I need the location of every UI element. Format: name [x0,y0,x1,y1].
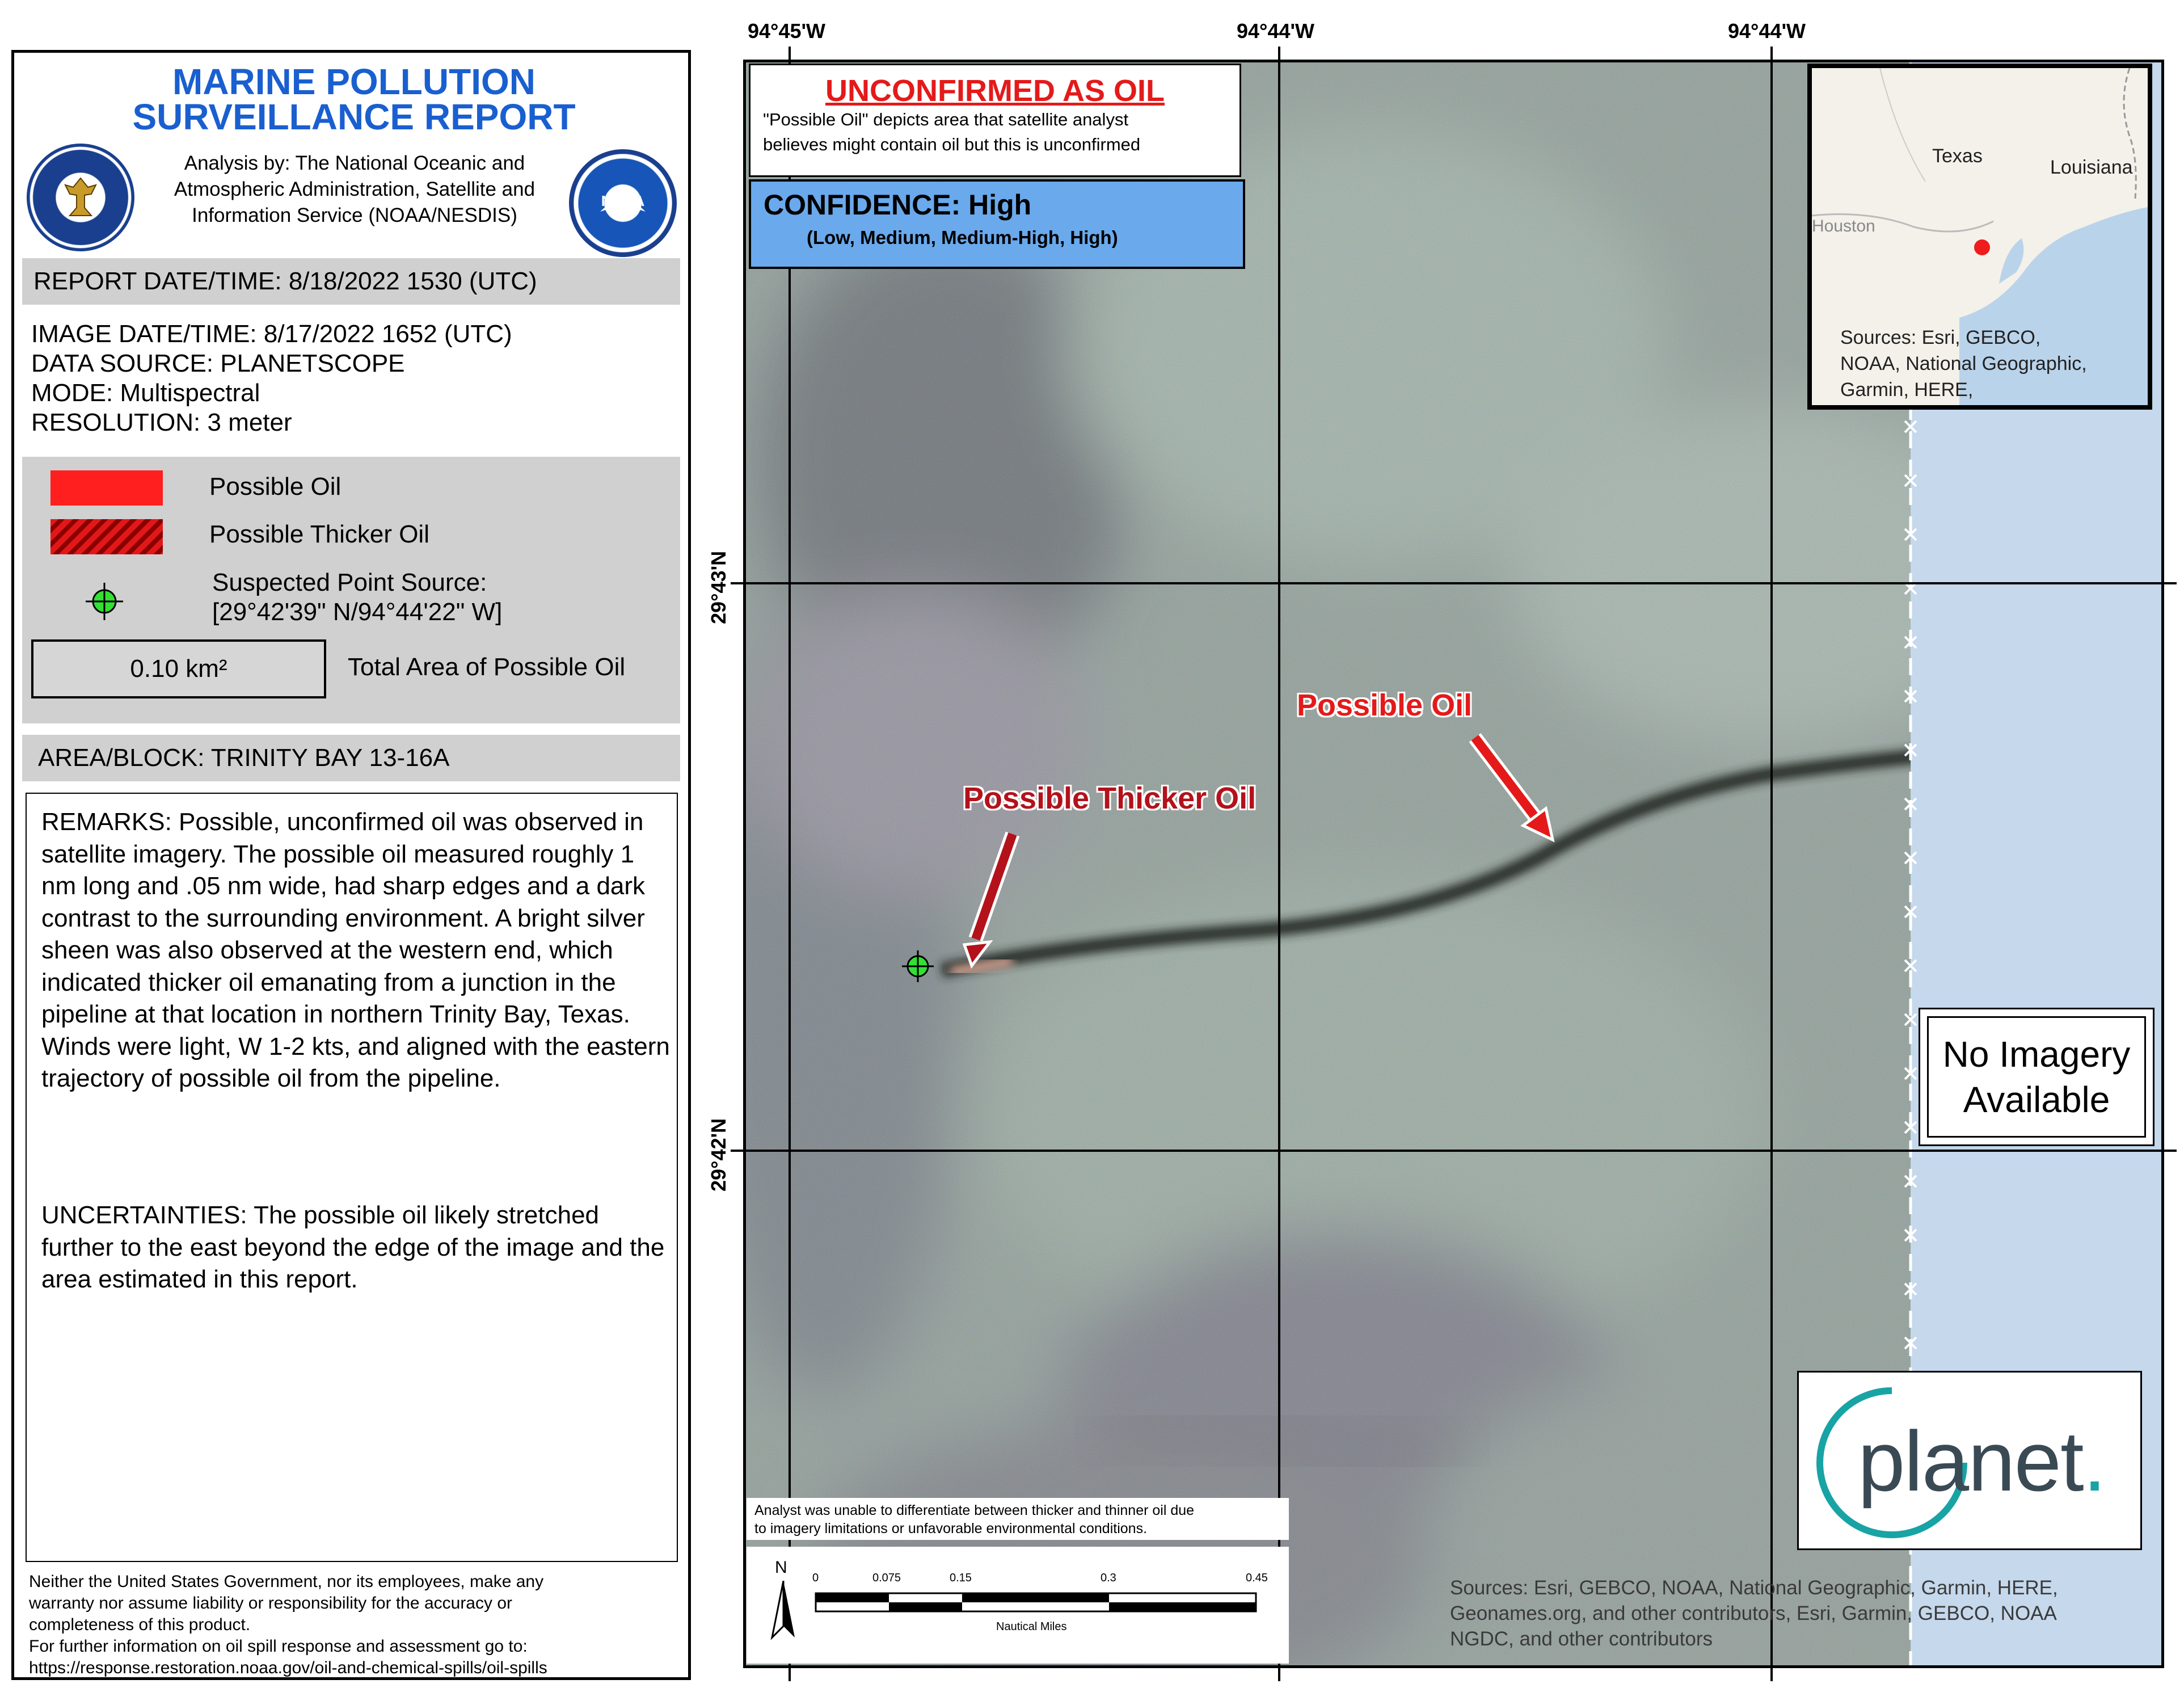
lat-label-1: 29°43'N [707,550,730,624]
lon-label-3: 94°44'W [1728,19,1806,43]
scale-tick-label: 0.075 [872,1572,901,1584]
sources-line: Sources: Esri, GEBCO, NOAA, National Geographic, Garmin, HERE, [1450,1577,2058,1599]
point-source-label: Suspected Point Source: [212,569,487,596]
analysis-line: Analysis by: The National Oceanic and [184,152,525,174]
noaa-logo-text: NOAA [601,192,645,209]
thicker-oil-swatch [50,519,163,554]
planet-wordmark [1858,1412,2105,1510]
area-block-bar [22,735,680,781]
point-source-icon [79,576,130,627]
image-datetime: IMAGE DATE/TIME: 8/17/2022 1652 (UTC) [31,320,512,348]
total-area-label: Total Area of Possible Oil [348,653,626,681]
lat-tick [2162,582,2177,584]
area-block: AREA/BLOCK: TRINITY BAY 13-16A [38,744,450,772]
no-imagery-box [1919,1008,2155,1146]
unconfirmed-desc [763,107,1234,157]
inset-texas-label: Texas [1932,145,1983,167]
disclaimer-url[interactable]: https://response.restoration.noaa.gov/oil-and-chemical-spills/oil-spills [29,1658,547,1677]
inset-louisiana-label: Louisiana [2050,157,2133,178]
north-label: N [775,1558,787,1577]
lon-label-2: 94°44'W [1237,19,1315,43]
disclaimer-line: Neither the United States Government, nor its employees, make any [29,1572,544,1591]
unconfirmed-desc-line: believes might contain oil but this is unconfirmed [763,134,1141,154]
report-datetime: REPORT DATE/TIME: 8/18/2022 1530 (UTC) [33,267,537,295]
planet-word: planet [1858,1413,2083,1509]
noaa-seal-icon [569,149,677,257]
possible-oil-callout: Possible Oil [1297,688,1473,722]
analysis-credit [145,150,564,229]
report-title [14,61,694,137]
title-line-1: MARINE POLLUTION [172,61,536,102]
lat-tick [731,582,745,584]
inset-sources-line: Garmin, HERE, [1840,379,1974,401]
lon-tick [1278,1667,1280,1681]
noaa-gull-icon [569,149,677,257]
inset-houston-label: Houston [1812,217,1875,235]
no-imagery-line: Available [1963,1079,2110,1120]
confidence-scale: (Low, Medium, Medium-High, High) [807,227,1118,248]
commerce-seal-icon [27,144,134,251]
point-source-coords: [29°42'39" N/94°44'22" W] [212,598,503,626]
disclaimer-line: completeness of this product. [29,1615,251,1634]
scale-unit: Nautical Miles [996,1620,1067,1633]
lat-tick [731,1150,745,1152]
analyst-note-line: Analyst was unable to differentiate between thicker and thinner oil due [754,1502,1195,1518]
remarks-box [26,793,678,1562]
thicker-oil-callout: Possible Thicker Oil [963,781,1257,815]
analyst-note [747,1498,1289,1540]
eagle-icon [61,175,100,220]
lat-tick [2162,1150,2177,1152]
no-imagery-inner [1927,1016,2146,1138]
unconfirmed-title: UNCONFIRMED AS OIL [825,74,1165,108]
no-imagery-line: No Imagery [1942,1034,2131,1075]
possible-oil-legend-label: Possible Oil [209,473,341,500]
lon-tick [789,47,791,61]
disclaimer [29,1571,687,1679]
disclaimer-line: For further information on oil spill response and assessment go to: [29,1637,528,1656]
data-source: DATA SOURCE: PLANETSCOPE [31,350,405,377]
analyst-note-line: to imagery limitations or unfavorable environmental conditions. [754,1521,1148,1537]
title-line-2: SURVEILLANCE REPORT [132,96,576,137]
mode: MODE: Multispectral [31,379,260,407]
lon-tick [1770,47,1773,61]
planet-logo [1797,1371,2142,1550]
sources-line: Geonames.org, and other contributors, Esri, Garmin, GEBCO, NOAA [1450,1602,2057,1624]
sources-line: NGDC, and other contributors [1450,1628,1713,1650]
scale-tick-label: 0.15 [950,1572,972,1584]
scale-box [747,1547,1289,1664]
north-arrow-icon [769,1581,798,1643]
scale-bar [815,1592,1257,1613]
lon-tick [1278,47,1280,61]
legend [22,457,680,723]
uncertainties-text: UNCERTAINTIES: The possible oil likely stretched further to the east beyond the edge of the image and the area estimated in this report. [41,1201,665,1293]
remarks-text: REMARKS: Possible, unconfirmed oil was observed in satellite imagery. The possible oil measured roughly 1 nm long and .05 nm wide, had sharp edges and a dark contrast to the surrounding environment. A bright silver sheen was also observed at the western end, which indicated thicker oil emanating from a junction in the pipeline at that location in northern Trinity Bay, Texas. Winds were light, W 1-2 kts, and aligned with the eastern trajectory of possible oil from the pipeline. [41,808,670,1092]
scale-tick-label: 0.45 [1246,1572,1268,1584]
total-area-value: 0.10 km² [31,639,326,698]
unconfirmed-desc-line: "Possible Oil" depicts area that satellite analyst [763,110,1129,129]
disclaimer-line: warranty nor assume liability or responsibility for the accuracy or [29,1594,512,1613]
possible-oil-swatch [50,470,163,506]
inset-sources [1840,325,2087,403]
location-dot-icon [1974,239,1990,255]
scale-tick-label: 0 [812,1572,819,1584]
inset-map[interactable] [1807,64,2152,410]
point-source-legend [212,568,502,627]
report-panel [11,50,691,1680]
lon-tick [789,1667,791,1681]
lon-label-1: 94°45'W [748,19,826,43]
resolution: RESOLUTION: 3 meter [31,409,292,436]
confidence-title: CONFIDENCE: High [764,189,1032,221]
report-datetime-bar [22,258,680,305]
inset-sources-line: NOAA, National Geographic, [1840,353,2087,374]
thicker-oil-legend-label: Possible Thicker Oil [209,520,429,548]
lat-label-2: 29°42'N [707,1118,730,1192]
map-sources [1450,1575,2153,1652]
unconfirmed-box [749,64,1241,177]
analysis-line: Information Service (NOAA/NESDIS) [192,204,517,226]
confidence-box [749,179,1245,269]
inset-sources-line: Sources: Esri, GEBCO, [1840,327,2041,348]
planet-dot: . [2082,1413,2106,1509]
lon-tick [1770,1667,1773,1681]
scale-tick-label: 0.3 [1101,1572,1116,1584]
analysis-line: Atmospheric Administration, Satellite and [174,178,536,200]
image-info [31,319,512,437]
